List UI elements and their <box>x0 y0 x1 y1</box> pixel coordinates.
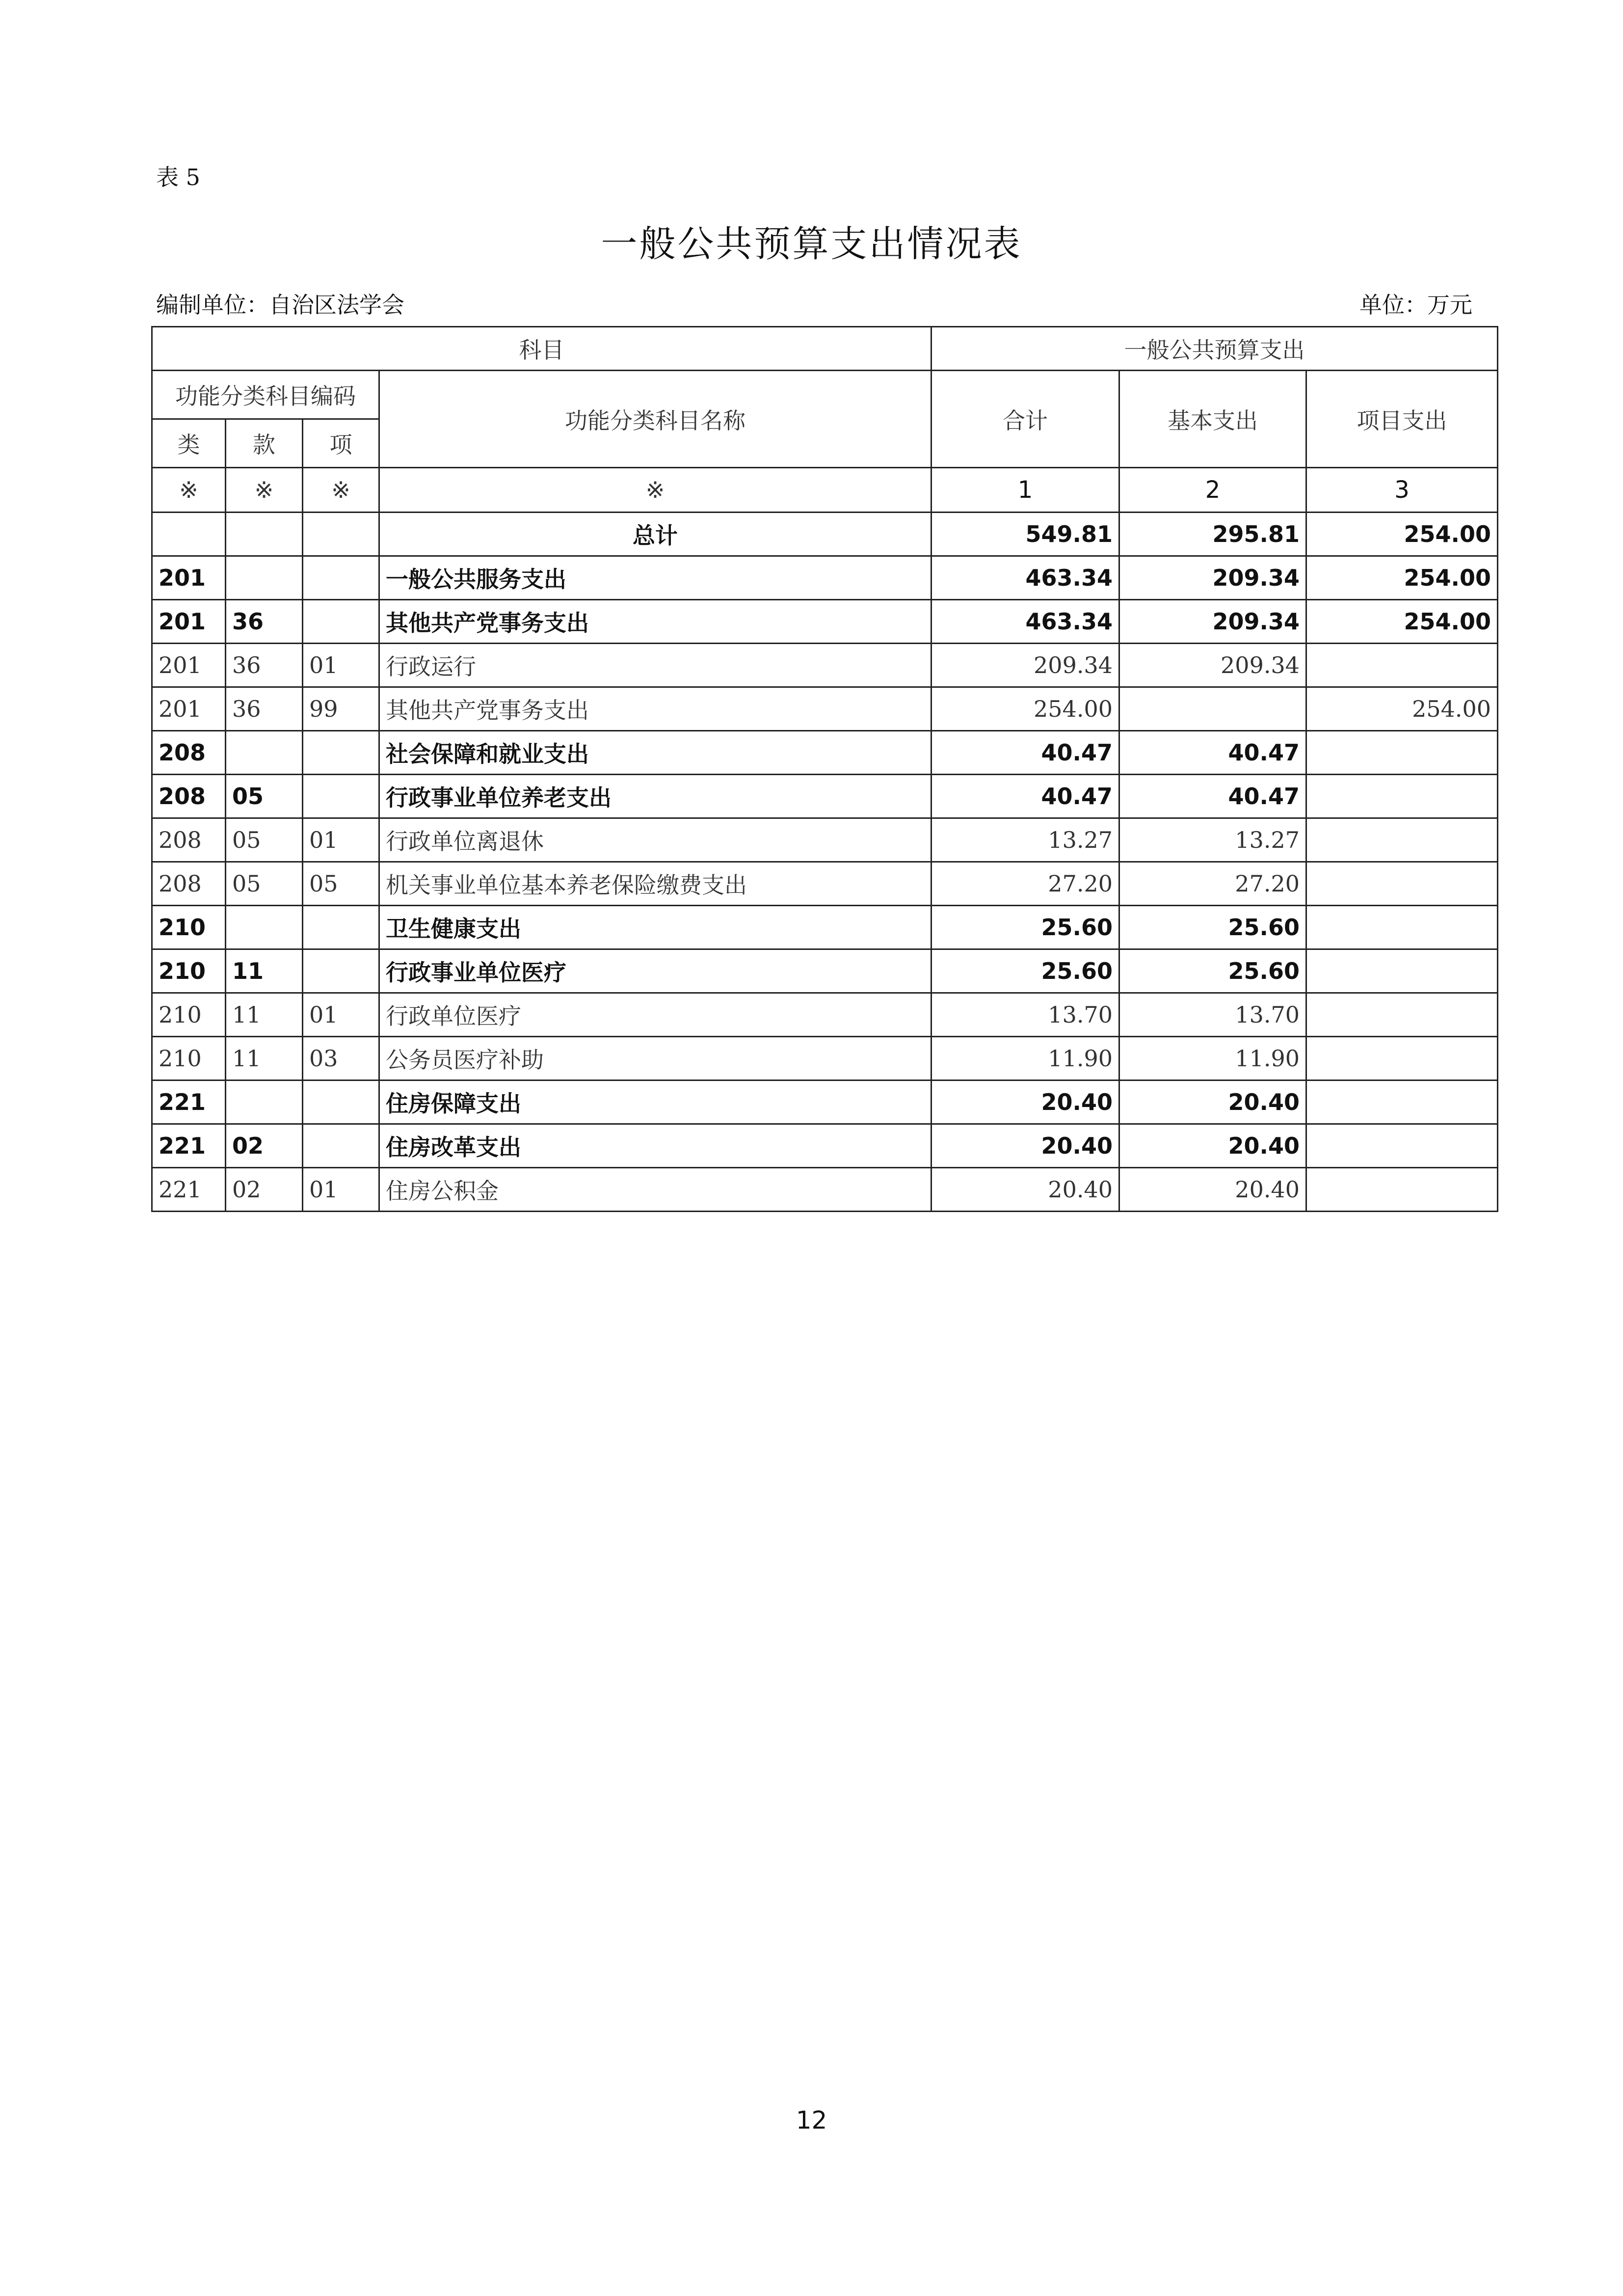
total-amount-cell: 463.34 <box>931 600 1119 644</box>
item-code-cell: 11 <box>226 1037 303 1080</box>
category-code-cell: 208 <box>152 862 226 906</box>
item-code-cell <box>226 556 303 600</box>
table-row <box>152 687 1498 731</box>
total-amount-cell: 25.60 <box>931 949 1119 993</box>
total-header: 合计 <box>931 371 1119 468</box>
item-code-cell <box>226 1080 303 1124</box>
table-row <box>152 993 1498 1037</box>
page-title: 一般公共预算支出情况表 <box>601 223 1022 265</box>
project-amount-cell <box>1306 1124 1498 1168</box>
subject-header: 科目 <box>152 327 931 371</box>
subitem-code-cell <box>303 1080 379 1124</box>
subitem-code-cell: 03 <box>303 1037 379 1080</box>
subitem-code-cell <box>303 906 379 949</box>
total-amount-cell: 20.40 <box>931 1168 1119 1212</box>
total-amount-cell: 20.40 <box>931 1124 1119 1168</box>
item-code-cell: 36 <box>226 644 303 687</box>
subject-name-cell: 公务员医疗补助 <box>379 1037 931 1080</box>
category-code-cell: 201 <box>152 600 226 644</box>
item-code-cell: 05 <box>226 818 303 862</box>
budget-expenditure-table <box>151 326 1498 1212</box>
basic-amount-cell: 27.20 <box>1119 862 1306 906</box>
lei-header: 类 <box>152 419 226 468</box>
total-amount-cell: 13.70 <box>931 993 1119 1037</box>
total-row <box>152 513 1498 556</box>
category-code-cell: 208 <box>152 818 226 862</box>
subitem-code-cell <box>303 1124 379 1168</box>
category-code-cell: 201 <box>152 644 226 687</box>
mark-cell: ※ <box>226 468 303 513</box>
category-code-cell: 221 <box>152 1080 226 1124</box>
basic-amount-cell: 25.60 <box>1119 949 1306 993</box>
category-code-cell: 208 <box>152 775 226 818</box>
total-amount-cell: 25.60 <box>931 906 1119 949</box>
basic-amount-cell <box>1119 687 1306 731</box>
subitem-code-cell <box>303 949 379 993</box>
basic-amount-cell: 295.81 <box>1119 513 1306 556</box>
table-row <box>152 1124 1498 1168</box>
project-amount-cell <box>1306 906 1498 949</box>
mark-cell: ※ <box>379 468 931 513</box>
item-code-cell: 02 <box>226 1124 303 1168</box>
basic-amount-cell: 209.34 <box>1119 556 1306 600</box>
subject-name-cell: 行政事业单位医疗 <box>379 949 931 993</box>
subject-name-cell: 一般公共服务支出 <box>379 556 931 600</box>
project-amount-cell: 254.00 <box>1306 556 1498 600</box>
subitem-code-cell <box>303 731 379 775</box>
total-amount-cell: 13.27 <box>931 818 1119 862</box>
basic-amount-cell: 20.40 <box>1119 1124 1306 1168</box>
header-row-2 <box>152 371 1498 419</box>
item-code-cell: 05 <box>226 775 303 818</box>
subitem-code-cell: 01 <box>303 1168 379 1212</box>
subitem-code-cell <box>303 556 379 600</box>
kuan-header: 款 <box>226 419 303 468</box>
category-code-cell <box>152 513 226 556</box>
project-amount-cell: 254.00 <box>1306 600 1498 644</box>
subject-name-cell: 住房公积金 <box>379 1168 931 1212</box>
table-row <box>152 1080 1498 1124</box>
subitem-code-cell <box>303 775 379 818</box>
project-amount-cell <box>1306 1168 1498 1212</box>
subject-name-cell: 社会保障和就业支出 <box>379 731 931 775</box>
project-amount-cell: 254.00 <box>1306 687 1498 731</box>
subject-name-cell: 行政单位离退休 <box>379 818 931 862</box>
subitem-code-cell: 01 <box>303 993 379 1037</box>
project-amount-cell <box>1306 731 1498 775</box>
subject-name-cell: 住房保障支出 <box>379 1080 931 1124</box>
total-amount-cell: 40.47 <box>931 731 1119 775</box>
table-row <box>152 906 1498 949</box>
subitem-code-cell: 99 <box>303 687 379 731</box>
item-code-cell: 36 <box>226 687 303 731</box>
header-row-4 <box>152 468 1498 513</box>
basic-amount-cell: 25.60 <box>1119 906 1306 949</box>
total-amount-cell: 463.34 <box>931 556 1119 600</box>
category-code-cell: 201 <box>152 687 226 731</box>
basic-amount-cell: 20.40 <box>1119 1168 1306 1212</box>
column-number-1: 1 <box>931 468 1119 513</box>
table-row <box>152 556 1498 600</box>
table-row <box>152 818 1498 862</box>
subject-name-cell: 行政事业单位养老支出 <box>379 775 931 818</box>
project-amount-cell <box>1306 775 1498 818</box>
category-code-cell: 210 <box>152 1037 226 1080</box>
xiang-header: 项 <box>303 419 379 468</box>
basic-header: 基本支出 <box>1119 371 1306 468</box>
table-row <box>152 949 1498 993</box>
item-code-cell: 02 <box>226 1168 303 1212</box>
subitem-code-cell: 01 <box>303 644 379 687</box>
header-row-1 <box>152 327 1498 371</box>
subject-name-cell: 其他共产党事务支出 <box>379 687 931 731</box>
total-amount-cell: 209.34 <box>931 644 1119 687</box>
item-code-cell: 11 <box>226 949 303 993</box>
basic-amount-cell: 209.34 <box>1119 600 1306 644</box>
subitem-code-cell <box>303 600 379 644</box>
subject-name-cell: 住房改革支出 <box>379 1124 931 1168</box>
project-amount-cell <box>1306 949 1498 993</box>
basic-amount-cell: 40.47 <box>1119 731 1306 775</box>
item-code-cell: 05 <box>226 862 303 906</box>
table-row <box>152 731 1498 775</box>
item-code-cell <box>226 906 303 949</box>
table-row <box>152 600 1498 644</box>
category-code-cell: 210 <box>152 949 226 993</box>
project-amount-cell <box>1306 1037 1498 1080</box>
total-amount-cell: 27.20 <box>931 862 1119 906</box>
column-number-2: 2 <box>1119 468 1306 513</box>
basic-amount-cell: 13.70 <box>1119 993 1306 1037</box>
total-amount-cell: 549.81 <box>931 513 1119 556</box>
project-amount-cell <box>1306 818 1498 862</box>
basic-amount-cell: 209.34 <box>1119 644 1306 687</box>
project-amount-cell: 254.00 <box>1306 513 1498 556</box>
category-code-cell: 210 <box>152 906 226 949</box>
project-amount-cell <box>1306 644 1498 687</box>
code-header: 功能分类科目编码 <box>152 371 379 419</box>
table-number: 表 5 <box>156 164 200 190</box>
column-number-3: 3 <box>1306 468 1498 513</box>
subitem-code-cell: 01 <box>303 818 379 862</box>
total-amount-cell: 20.40 <box>931 1080 1119 1124</box>
category-code-cell: 201 <box>152 556 226 600</box>
project-amount-cell <box>1306 993 1498 1037</box>
category-code-cell: 221 <box>152 1168 226 1212</box>
item-code-cell <box>226 731 303 775</box>
table-row <box>152 1037 1498 1080</box>
subject-name-cell: 行政运行 <box>379 644 931 687</box>
subject-name-cell: 其他共产党事务支出 <box>379 600 931 644</box>
category-code-cell: 210 <box>152 993 226 1037</box>
subitem-code-cell: 05 <box>303 862 379 906</box>
mark-cell: ※ <box>303 468 379 513</box>
subitem-code-cell <box>303 513 379 556</box>
basic-amount-cell: 40.47 <box>1119 775 1306 818</box>
total-amount-cell: 254.00 <box>931 687 1119 731</box>
item-code-cell: 36 <box>226 600 303 644</box>
project-amount-cell <box>1306 1080 1498 1124</box>
table-row <box>152 775 1498 818</box>
table-row <box>152 644 1498 687</box>
subject-name-cell: 卫生健康支出 <box>379 906 931 949</box>
compiling-unit: 编制单位：自治区法学会 <box>156 292 404 318</box>
total-amount-cell: 11.90 <box>931 1037 1119 1080</box>
mark-cell: ※ <box>152 468 226 513</box>
project-header: 项目支出 <box>1306 371 1498 468</box>
currency-unit: 单位：万元 <box>1359 292 1472 318</box>
project-amount-cell <box>1306 862 1498 906</box>
subject-name-cell: 行政单位医疗 <box>379 993 931 1037</box>
category-code-cell: 208 <box>152 731 226 775</box>
item-code-cell <box>226 513 303 556</box>
basic-amount-cell: 13.27 <box>1119 818 1306 862</box>
subject-name-cell: 总计 <box>379 513 931 556</box>
table-row <box>152 1168 1498 1212</box>
page-number: 12 <box>796 2106 827 2134</box>
subject-name-cell: 机关事业单位基本养老保险缴费支出 <box>379 862 931 906</box>
table-row <box>152 862 1498 906</box>
basic-amount-cell: 20.40 <box>1119 1080 1306 1124</box>
total-amount-cell: 40.47 <box>931 775 1119 818</box>
basic-amount-cell: 11.90 <box>1119 1037 1306 1080</box>
category-code-cell: 221 <box>152 1124 226 1168</box>
item-code-cell: 11 <box>226 993 303 1037</box>
expense-header: 一般公共预算支出 <box>931 327 1498 371</box>
name-header: 功能分类科目名称 <box>379 371 931 468</box>
